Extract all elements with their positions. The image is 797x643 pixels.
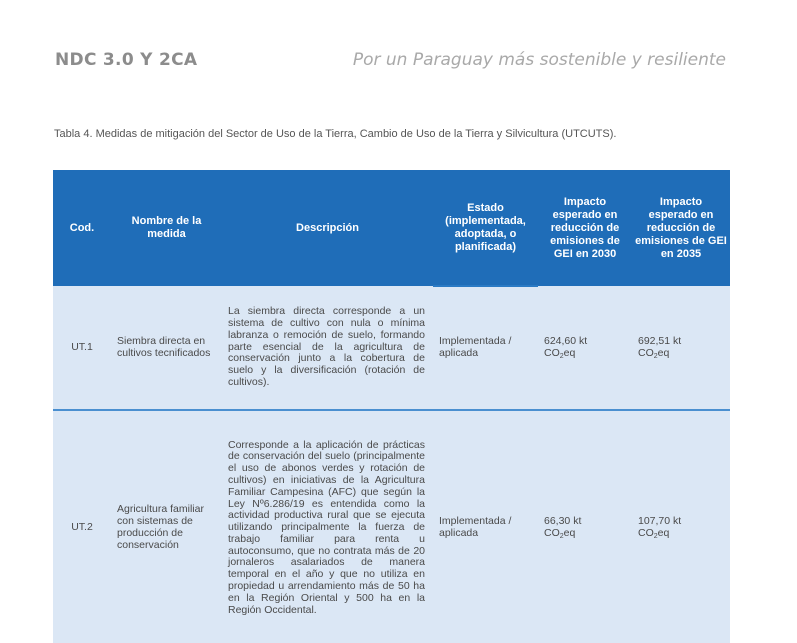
row-state: Implementada / aplicada bbox=[433, 410, 538, 643]
header-description: Descripción bbox=[222, 170, 433, 286]
unit-label: $CO_2eq$ bbox=[638, 346, 670, 360]
row-description: Corresponde a la aplicación de prácticas de conservación del suelo (principalmente el uso de abonos verdes y rotación de cultivos) en iniciativas de la Agricultura Familiar Campesina (AFC) que según la Ley Nº6.286/19 es entendida como la actividad productiva rural que se ejecuta utilizando principalmente la fuerza de trabajo familiar para renta u autoconsumo, que no contrata más de 20 jornaleros asalariados de manera temporal en el año y que no utiliza en propiedad u arrendamiento más de 50 ha en la Región Oriental y 500 ha en la Región Occidental. bbox=[222, 410, 433, 643]
row-name: Siembra directa en cultivos tecnificados bbox=[111, 286, 222, 410]
mitigation-measures-table bbox=[53, 170, 730, 643]
impact-value: 66,30 kt bbox=[544, 515, 582, 528]
row-impact-2030 bbox=[538, 410, 632, 643]
document-title: NDC 3.0 Y 2CA bbox=[55, 50, 198, 70]
impact-value: 107,70 kt bbox=[638, 515, 682, 528]
header-state: Estado (implementada, adoptada, o planificada) bbox=[433, 170, 538, 286]
header-name: Nombre de la medida bbox=[111, 170, 222, 286]
unit-label: $CO_2eq$ bbox=[638, 527, 670, 540]
row-description: La siembra directa corresponde a un sistema de cultivo con nula o mínima labranza o remoción de suelo, formando parte esencial de la agricultura de conservación junto a la cobertura de suelo y la diversificación (rotación de cultivos). bbox=[222, 286, 433, 410]
row-state: Implementada / aplicada bbox=[433, 286, 538, 410]
unit-label: $CO_2eq$ bbox=[544, 346, 576, 360]
table-header-row bbox=[53, 170, 730, 286]
table-row bbox=[53, 286, 730, 410]
unit-label: $CO_2eq$ bbox=[544, 527, 576, 540]
row-impact-2030 bbox=[538, 286, 632, 410]
header-impact-2035: Impacto esperado en reducción de emisiones de GEI en 2035 bbox=[632, 170, 730, 286]
header-code: Cod. bbox=[53, 170, 111, 286]
header-impact-2030: Impacto esperado en reducción de emisiones de GEI en 2030 bbox=[538, 170, 632, 286]
impact-value: 692,51 kt bbox=[638, 334, 682, 347]
row-impact-2035 bbox=[632, 286, 730, 410]
row-code: UT.1 bbox=[53, 286, 111, 410]
row-code: UT.2 bbox=[53, 410, 111, 643]
document-tagline: Por un Paraguay más sostenible y resiliente bbox=[352, 50, 726, 70]
row-name: Agricultura familiar con sistemas de producción de conservación bbox=[111, 410, 222, 643]
table-caption: Tabla 4. Medidas de mitigación del Sector de Uso de la Tierra, Cambio de Uso de la Tierra y Silvicultura (UTCUTS). bbox=[54, 128, 617, 140]
table-row bbox=[53, 410, 730, 643]
impact-value: 624,60 kt bbox=[544, 334, 588, 347]
row-impact-2035 bbox=[632, 410, 730, 643]
